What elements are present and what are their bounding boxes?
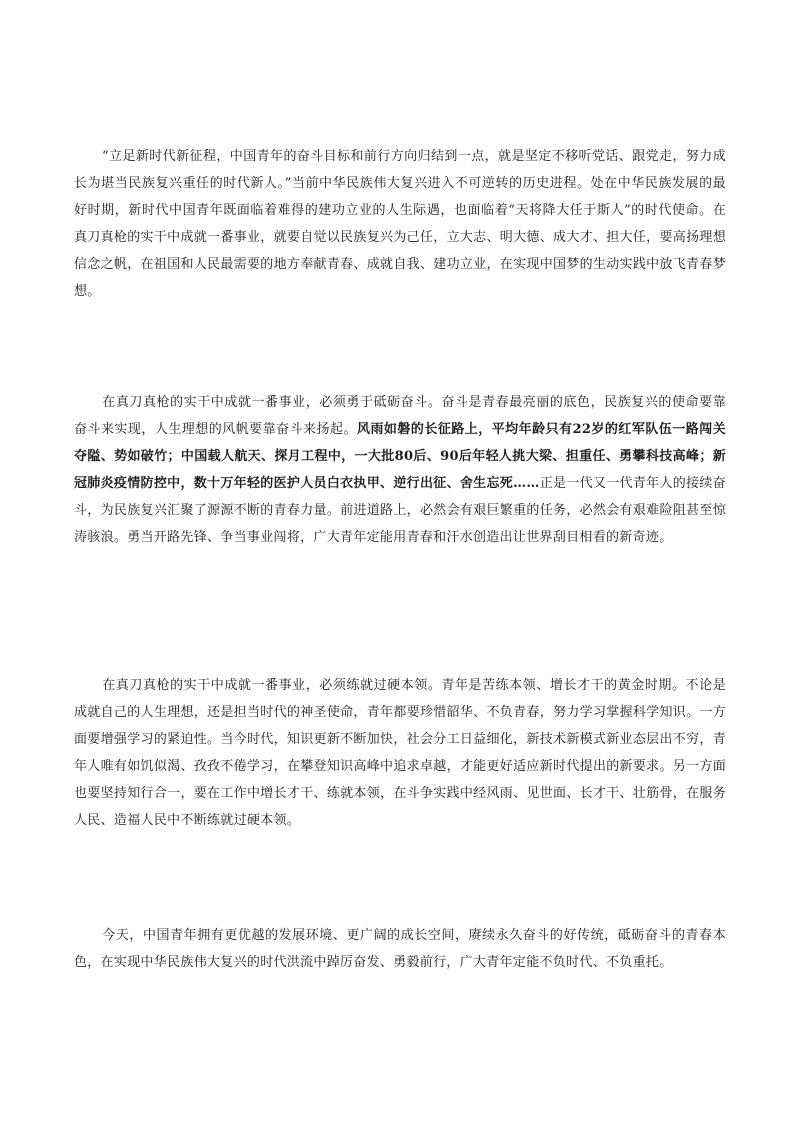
paragraph-1 bbox=[74, 143, 726, 305]
paragraph-4 bbox=[74, 922, 726, 976]
paragraph-2-text-after: 正是一代又一代青年人的接续奋斗，为民族复兴汇聚了源源不断的青春力量。前进道路上，必然会有艰巨繁重的任务，必然会有艰难险阻甚至惊涛骇浪。勇当开路先锋、争当事业闯将，广大青年定能用青春和汗水创造出让世界刮目相看的新奇迹。 bbox=[74, 476, 726, 545]
paragraph-1-text: “立足新时代新征程，中国青年的奋斗目标和前行方向归结到一点，就是坚定不移听党话、跟党走，努力成长为堪当民族复兴重任的时代新人。”当前中华民族伟大复兴进入不可逆转的历史进程。处在中华民族发展的最好时期，新时代中国青年既面临着难得的建功立业的人生际遇，也面临着“天将降大任于斯人”的时代使命。在真刀真枪的实干中成就一番事业，就要自觉以民族复兴为己任，立大志、明大德、成大才、担大任，要高扬理想信念之帆，在祖国和人民最需要的地方奉献青春、成就自我、建功立业，在实现中国梦的生动实践中放飞青春梦想。 bbox=[74, 149, 726, 299]
paragraph-2-text-before: 在真刀真枪的实干中成就一番事业，必须勇于砥砺奋斗。奋斗是青春最亮丽的底色，民族复兴的使命要靠奋斗来实现，人生理想的风帆要靠奋斗来扬起。 bbox=[74, 395, 726, 437]
paragraph-4-text: 今天，中国青年拥有更优越的发展环境、更广阔的成长空间，赓续永久奋斗的好传统，砥砺奋斗的青春本色，在实现中华民族伟大复兴的时代洪流中踔厉奋发、勇毅前行，广大青年定能不负时代、不负重托。 bbox=[74, 928, 726, 970]
paragraph-2 bbox=[74, 389, 726, 551]
paragraph-3 bbox=[74, 672, 726, 834]
paragraph-3-text: 在真刀真枪的实干中成就一番事业，必须练就过硬本领。青年是苦练本领、增长才干的黄金时期。不论是成就自己的人生理想，还是担当时代的神圣使命，青年都要珍惜韶华、不负青春，努力学习掌握科学知识。一方面要增强学习的紧迫性。当今时代，知识更新不断加快，社会分工日益细化，新技术新模式新业态层出不穷，青年人唯有如饥似渴、孜孜不倦学习，在攀登知识高峰中追求卓越，才能更好适应新时代提出的新要求。另一方面也要坚持知行合一，要在工作中增长才干、练就本领，在斗争实践中经风雨、见世面、长才干、壮筋骨，在服务人民、造福人民中不断练就过硬本领。 bbox=[74, 678, 726, 828]
paragraph-2-bold-text: 风雨如磐的长征路上，平均年龄只有22岁的红军队伍一路闯关夺隘、势如破竹；中国载人航天、探月工程中，一大批80后、90后年轻人挑大梁、担重任、勇攀科技高峰；新冠肺炎疫情防控中，数十万年轻的医护人员白衣执甲、逆行出征、舍生忘死…… bbox=[74, 422, 726, 491]
